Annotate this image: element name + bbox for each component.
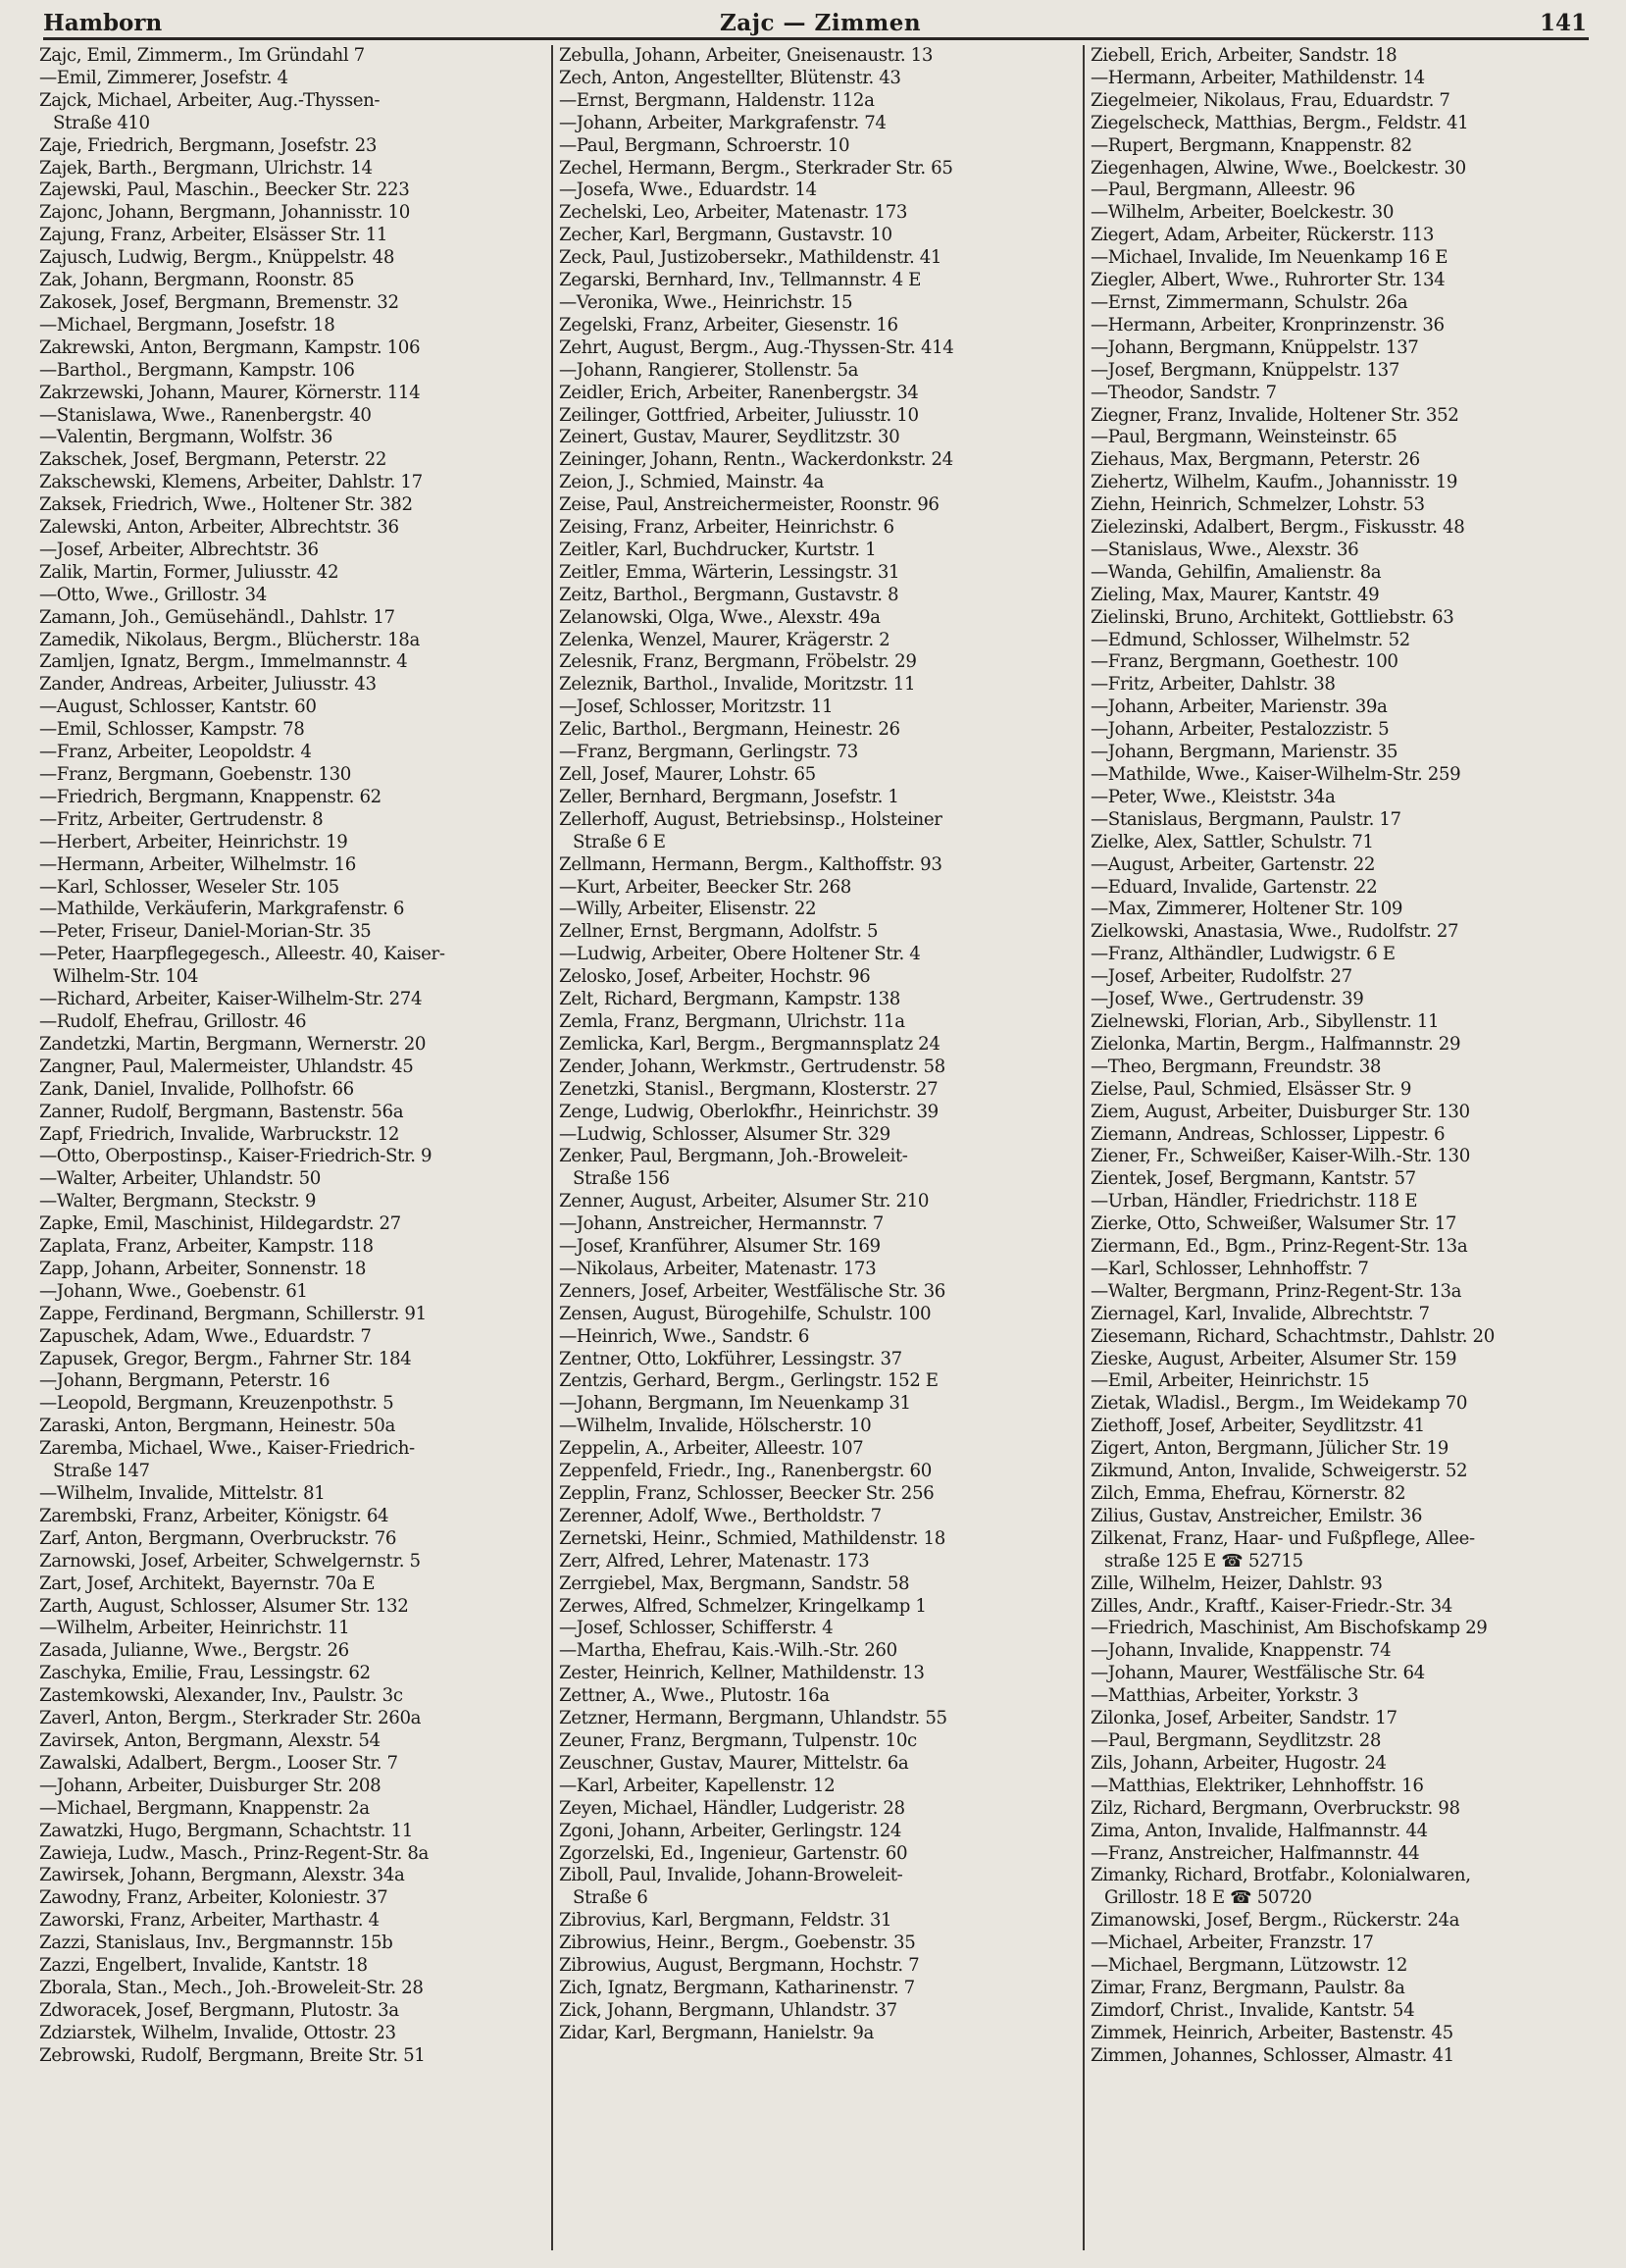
directory-entry: Zenetzki, Stanisl., Bergmann, Klosterstr. 27	[559, 1078, 939, 1100]
directory-entry: —Josef, Schlosser, Schifferstr. 4	[559, 1618, 834, 1639]
directory-entry: Zasada, Julianne, Wwe., Bergstr. 26	[39, 1640, 349, 1662]
directory-entry: Zgorzelski, Ed., Ingenieur, Gartenstr. 60	[559, 1842, 908, 1864]
directory-entry: Ziem, August, Arbeiter, Duisburger Str. 130	[1091, 1101, 1470, 1122]
directory-entry: Zapp, Johann, Arbeiter, Sonnenstr. 18	[39, 1258, 367, 1279]
directory-entry: —Josef, Wwe., Gertrudenstr. 39	[1091, 989, 1364, 1010]
directory-entry: —Wilhelm, Arbeiter, Heinrichstr. 11	[39, 1618, 350, 1639]
directory-entry: Zille, Wilhelm, Heizer, Dahlstr. 93	[1091, 1572, 1383, 1594]
directory-entry: —Edmund, Schlosser, Wilhelmstr. 52	[1091, 629, 1410, 650]
directory-entry: Zielinski, Bruno, Architekt, Gottliebstr. 63	[1091, 606, 1454, 628]
directory-entry: Zajewski, Paul, Maschin., Beecker Str. 223	[39, 180, 410, 201]
directory-entry: Zalik, Martin, Former, Juliusstr. 42	[39, 561, 339, 583]
directory-entry: Straße 147	[53, 1461, 150, 1482]
directory-entry: Ziener, Fr., Schweißer, Kaiser-Wilh.-Str. 130	[1091, 1146, 1470, 1167]
directory-entry: Zemlicka, Karl, Bergm., Bergmannsplatz 24	[559, 1033, 940, 1055]
directory-entry: Zentzis, Gerhard, Bergm., Gerlingstr. 152 E	[559, 1370, 939, 1392]
directory-entry: —Josef, Kranführer, Alsumer Str. 169	[559, 1236, 881, 1258]
directory-entry: Zaplata, Franz, Arbeiter, Kampstr. 118	[39, 1236, 374, 1258]
directory-entry: —Johann, Arbeiter, Markgrafenstr. 74	[559, 112, 887, 133]
directory-entry: —Johann, Arbeiter, Pestalozzistr. 5	[1091, 719, 1390, 741]
directory-entry: Zak, Johann, Bergmann, Roonstr. 85	[39, 270, 355, 291]
directory-entry: —Mathilde, Verkäuferin, Markgrafenstr. 6	[39, 899, 405, 920]
directory-entry: Ziesemann, Richard, Schachtmstr., Dahlstr. 20	[1091, 1325, 1495, 1347]
directory-entry: —Ernst, Zimmermann, Schulstr. 26a	[1091, 291, 1408, 313]
directory-entry: Zapf, Friedrich, Invalide, Warbruckstr. 12	[39, 1123, 400, 1145]
directory-entry: Ziehertz, Wilhelm, Kaufm., Johannisstr. 19	[1091, 472, 1458, 493]
directory-entry: Zimar, Franz, Bergmann, Paulstr. 8a	[1091, 1977, 1405, 1998]
directory-entry: Zelic, Barthol., Bergmann, Heinestr. 26	[559, 719, 900, 741]
directory-entry: Zander, Andreas, Arbeiter, Juliusstr. 43	[39, 674, 377, 696]
directory-entry: Ziegler, Albert, Wwe., Ruhrorter Str. 134	[1091, 270, 1446, 291]
directory-entry: Ziegner, Franz, Invalide, Holtener Str. 352	[1091, 404, 1459, 426]
directory-entry: —Matthias, Elektriker, Lehnhoffstr. 16	[1091, 1775, 1424, 1796]
directory-entry: —Paul, Bergmann, Seydlitzstr. 28	[1091, 1729, 1381, 1751]
directory-entry: —Peter, Haarpflegegesch., Alleestr. 40, Kaiser-	[39, 944, 445, 965]
directory-entry: —Valentin, Bergmann, Wolfstr. 36	[39, 427, 332, 448]
directory-entry: Ziegelmeier, Nikolaus, Frau, Eduardstr. 7	[1091, 89, 1450, 111]
directory-entry: Zelesnik, Franz, Bergmann, Fröbelstr. 29	[559, 651, 917, 673]
page-number: 141	[1539, 10, 1587, 36]
directory-entry: —August, Schlosser, Kantstr. 60	[39, 696, 317, 718]
directory-entry: Zielke, Alex, Sattler, Schulstr. 71	[1091, 831, 1374, 852]
directory-entry: Zich, Ignatz, Bergmann, Katharinenstr. 7	[559, 1977, 915, 1998]
directory-entry: Zakschewski, Klemens, Arbeiter, Dahlstr. 17	[39, 472, 423, 493]
directory-entry: Zeleznik, Barthol., Invalide, Moritzstr. 11	[559, 674, 916, 696]
directory-entry: —Kurt, Arbeiter, Beecker Str. 268	[559, 876, 851, 898]
directory-entry: Zenge, Ludwig, Oberlokfhr., Heinrichstr. 39	[559, 1101, 939, 1122]
directory-entry: Zajc, Emil, Zimmerm., Im Gründahl 7	[39, 45, 365, 66]
directory-entry: Zaworski, Franz, Arbeiter, Marthastr. 4	[39, 1910, 380, 1932]
directory-entry: Zawatzki, Hugo, Bergmann, Schachtstr. 11	[39, 1820, 413, 1841]
directory-entry: Wilhelm-Str. 104	[53, 966, 199, 988]
directory-entry: Ziegenhagen, Alwine, Wwe., Boelckestr. 30	[1091, 157, 1466, 179]
directory-entry: Ziebell, Erich, Arbeiter, Sandstr. 18	[1091, 45, 1397, 66]
directory-entry: Zellmann, Hermann, Bergm., Kalthoffstr. 93	[559, 853, 942, 875]
directory-entry: Zakosek, Josef, Bergmann, Bremenstr. 32	[39, 291, 399, 313]
directory-entry: —Stanislawa, Wwe., Ranenbergstr. 40	[39, 404, 372, 426]
directory-entry: Grillostr. 18 E ☎ 50720	[1104, 1887, 1312, 1909]
directory-entry: —Fritz, Arbeiter, Dahlstr. 38	[1091, 674, 1336, 696]
directory-entry: —Nikolaus, Arbeiter, Matenastr. 173	[559, 1258, 877, 1279]
directory-entry: Zeitler, Karl, Buchdrucker, Kurtstr. 1	[559, 539, 877, 560]
directory-entry: —Stanislaus, Bergmann, Paulstr. 17	[1091, 808, 1401, 830]
directory-entry: Ziemann, Andreas, Schlosser, Lippestr. 6	[1091, 1123, 1446, 1145]
directory-entry: Zima, Anton, Invalide, Halfmannstr. 44	[1091, 1820, 1428, 1841]
directory-entry: —Ludwig, Arbeiter, Obere Holtener Str. 4	[559, 944, 921, 965]
column-1	[39, 45, 549, 2250]
directory-entry: —Herbert, Arbeiter, Heinrichstr. 19	[39, 831, 348, 852]
directory-entry: Zielonka, Martin, Bergm., Halfmannstr. 29	[1091, 1033, 1461, 1055]
directory-entry: —Hermann, Arbeiter, Wilhelmstr. 16	[39, 853, 356, 875]
directory-entry: —Johann, Arbeiter, Duisburger Str. 208	[39, 1775, 381, 1796]
directory-entry: —Hermann, Arbeiter, Mathildenstr. 14	[1091, 67, 1425, 88]
directory-entry: —Paul, Bergmann, Weinsteinstr. 65	[1091, 427, 1397, 448]
directory-entry: —Franz, Althändler, Ludwigstr. 6 E	[1091, 944, 1396, 965]
column-2	[551, 45, 1065, 2250]
directory-entry: Straße 6 E	[573, 831, 666, 852]
directory-entry: —Rupert, Bergmann, Knappenstr. 82	[1091, 134, 1412, 156]
directory-entry: Zielkowski, Anastasia, Wwe., Rudolfstr. 27	[1091, 921, 1459, 943]
directory-entry: Zehrt, August, Bergm., Aug.-Thyssen-Str. 414	[559, 336, 954, 358]
directory-entry: —Johann, Arbeiter, Marienstr. 39a	[1091, 696, 1388, 718]
directory-entry: —Emil, Zimmerer, Josefstr. 4	[39, 67, 288, 88]
directory-entry: Zdworacek, Josef, Bergmann, Plutostr. 3a	[39, 1999, 399, 2021]
directory-entry: —Theo, Bergmann, Freundstr. 38	[1091, 1056, 1382, 1077]
directory-entry: Zeck, Paul, Justizobersekr., Mathildenstr. 41	[559, 247, 942, 269]
directory-entry: Zentner, Otto, Lokführer, Lessingstr. 37	[559, 1348, 902, 1369]
directory-entry: —Emil, Arbeiter, Heinrichstr. 15	[1091, 1370, 1370, 1392]
directory-entry: Zerrgiebel, Max, Bergmann, Sandstr. 58	[559, 1572, 910, 1594]
directory-entry: Zazzi, Engelbert, Invalide, Kantstr. 18	[39, 1955, 368, 1977]
directory-entry: —Hermann, Arbeiter, Kronprinzenstr. 36	[1091, 314, 1445, 335]
directory-entry: Zidar, Karl, Bergmann, Hanielstr. 9a	[559, 2022, 874, 2043]
directory-entry: —Johann, Maurer, Westfälische Str. 64	[1091, 1663, 1425, 1684]
directory-entry: —Johann, Invalide, Knappenstr. 74	[1091, 1640, 1392, 1662]
directory-entry: Zeinert, Gustav, Maurer, Seydlitzstr. 30	[559, 427, 900, 448]
directory-entry: Zerenner, Adolf, Wwe., Bertholdstr. 7	[559, 1505, 882, 1526]
directory-entry: —Franz, Arbeiter, Leopoldstr. 4	[39, 742, 312, 763]
directory-entry: —Wilhelm, Invalide, Hölscherstr. 10	[559, 1416, 872, 1437]
directory-entry: Zibrowius, August, Bergmann, Hochstr. 7	[559, 1955, 920, 1977]
directory-entry: —Franz, Bergmann, Goethestr. 100	[1091, 651, 1398, 673]
directory-entry: —Josefa, Wwe., Eduardstr. 14	[559, 180, 817, 201]
directory-entry: Zaremba, Michael, Wwe., Kaiser-Friedrich-	[39, 1438, 415, 1460]
directory-entry: —Paul, Bergmann, Schroerstr. 10	[559, 134, 850, 156]
directory-entry: Zangner, Paul, Malermeister, Uhlandstr. 45	[39, 1056, 414, 1077]
directory-entry: Zettner, A., Wwe., Plutostr. 16a	[559, 1685, 830, 1707]
directory-entry: —Ernst, Bergmann, Haldenstr. 112a	[559, 89, 875, 111]
directory-entry: Zielnewski, Florian, Arb., Sibyllenstr. 11	[1091, 1010, 1440, 1032]
directory-entry: Ziehaus, Max, Bergmann, Peterstr. 26	[1091, 449, 1420, 471]
directory-entry: Zajusch, Ludwig, Bergm., Knüppelstr. 48	[39, 247, 395, 269]
directory-entry: Ziethoff, Josef, Arbeiter, Seydlitzstr. 41	[1091, 1416, 1425, 1437]
directory-entry: —Urban, Händler, Friedrichstr. 118 E	[1091, 1191, 1418, 1212]
directory-entry: Zajek, Barth., Bergmann, Ulrichstr. 14	[39, 157, 373, 179]
directory-entry: —Martha, Ehefrau, Kais.-Wilh.-Str. 260	[559, 1640, 897, 1662]
directory-entry: Zechelski, Leo, Arbeiter, Matenastr. 173	[559, 202, 908, 224]
directory-entry: Zapuschek, Adam, Wwe., Eduardstr. 7	[39, 1325, 372, 1347]
directory-entry: Zarembski, Franz, Arbeiter, Königstr. 64	[39, 1505, 389, 1526]
directory-entry: —Karl, Schlosser, Weseler Str. 105	[39, 876, 339, 898]
header-city: Hamborn	[43, 10, 163, 36]
directory-entry: —Otto, Oberpostinsp., Kaiser-Friedrich-Str. 9	[39, 1146, 432, 1167]
directory-entry: Zappe, Ferdinand, Bergmann, Schillerstr. 91	[39, 1303, 427, 1324]
directory-entry: —Willy, Arbeiter, Elisenstr. 22	[559, 899, 817, 920]
directory-entry: Zensen, August, Bürogehilfe, Schulstr. 100	[559, 1303, 932, 1324]
page-header	[43, 8, 1589, 40]
directory-entry: Zank, Daniel, Invalide, Pollhofstr. 66	[39, 1078, 354, 1100]
directory-entry: Zerr, Alfred, Lehrer, Matenastr. 173	[559, 1550, 870, 1572]
directory-entry: Zilles, Andr., Kraftf., Kaiser-Friedr.-Str. 34	[1091, 1595, 1452, 1617]
directory-entry: —Johann, Bergmann, Im Neuenkamp 31	[559, 1393, 911, 1415]
directory-entry: —Eduard, Invalide, Gartenstr. 22	[1091, 876, 1378, 898]
directory-entry: Zierke, Otto, Schweißer, Walsumer Str. 17	[1091, 1213, 1457, 1235]
directory-entry: Zamljen, Ignatz, Bergm., Immelmannstr. 4	[39, 651, 408, 673]
column-3	[1083, 45, 1597, 2250]
directory-entry: Straße 156	[573, 1168, 670, 1190]
directory-entry: —Matthias, Arbeiter, Yorkstr. 3	[1091, 1685, 1359, 1707]
directory-entry: —Heinrich, Wwe., Sandstr. 6	[559, 1325, 810, 1347]
directory-entry: —Friedrich, Bergmann, Knappenstr. 62	[39, 786, 381, 807]
directory-entry: Zawalski, Adalbert, Bergm., Looser Str. 7	[39, 1752, 398, 1774]
directory-entry: Zilkenat, Franz, Haar- und Fußpflege, Allee-	[1091, 1527, 1475, 1549]
directory-entry: —Walter, Bergmann, Steckstr. 9	[39, 1191, 317, 1212]
directory-entry: Zieling, Max, Maurer, Kantstr. 49	[1091, 584, 1380, 605]
directory-entry: Zborala, Stan., Mech., Joh.-Broweleit-Str. 28	[39, 1977, 424, 1998]
directory-entry: Zeppelin, A., Arbeiter, Alleestr. 107	[559, 1438, 864, 1460]
directory-entry: —Veronika, Wwe., Heinrichstr. 15	[559, 291, 853, 313]
directory-entry: —Johann, Rangierer, Stollenstr. 5a	[559, 359, 859, 381]
directory-entry: Zarf, Anton, Bergmann, Overbruckstr. 76	[39, 1527, 397, 1549]
directory-entry: Zakrewski, Anton, Bergmann, Kampstr. 106	[39, 336, 421, 358]
directory-entry: —Ludwig, Schlosser, Alsumer Str. 329	[559, 1123, 890, 1145]
directory-entry: Zawodny, Franz, Arbeiter, Koloniestr. 37	[39, 1887, 388, 1909]
directory-entry: —Johann, Bergmann, Peterstr. 16	[39, 1370, 330, 1392]
directory-entry: Zalewski, Anton, Arbeiter, Albrechtstr. 36	[39, 517, 399, 539]
directory-entry: —Barthol., Bergmann, Kampstr. 106	[39, 359, 355, 381]
directory-entry: Zeilinger, Gottfried, Arbeiter, Juliusstr. 10	[559, 404, 919, 426]
directory-entry: Zajung, Franz, Arbeiter, Elsässer Str. 11	[39, 225, 388, 246]
directory-entry: Zeise, Paul, Anstreichermeister, Roonstr. 96	[559, 494, 940, 516]
directory-entry: Zaverl, Anton, Bergm., Sterkrader Str. 260a	[39, 1708, 422, 1729]
directory-entry: Zelanowski, Olga, Wwe., Alexstr. 49a	[559, 606, 881, 628]
directory-entry: —Franz, Bergmann, Goebenstr. 130	[39, 764, 351, 785]
directory-entry: —Wilhelm, Invalide, Mittelstr. 81	[39, 1483, 326, 1504]
directory-entry: Zetzner, Hermann, Bergmann, Uhlandstr. 55	[559, 1708, 947, 1729]
directory-entry: —Rudolf, Ehefrau, Grillostr. 46	[39, 1010, 307, 1032]
directory-entry: Zieske, August, Arbeiter, Alsumer Str. 159	[1091, 1348, 1457, 1369]
directory-entry: —Franz, Bergmann, Gerlingstr. 73	[559, 742, 858, 763]
directory-entry: —Walter, Bergmann, Prinz-Regent-Str. 13a	[1091, 1280, 1462, 1302]
directory-entry: Zakrzewski, Johann, Maurer, Körnerstr. 114	[39, 382, 421, 403]
directory-entry: Ziehn, Heinrich, Schmelzer, Lohstr. 53	[1091, 494, 1425, 516]
directory-entry: Ziegelscheck, Matthias, Bergm., Feldstr. 41	[1091, 112, 1469, 133]
directory-entry: Zernetski, Heinr., Schmied, Mathildenstr. 18	[559, 1527, 945, 1549]
directory-entry: Zanner, Rudolf, Bergmann, Bastenstr. 56a	[39, 1101, 404, 1122]
directory-entry: —Michael, Bergmann, Knappenstr. 2a	[39, 1797, 370, 1819]
directory-entry: Zimanowski, Josef, Bergm., Rückerstr. 24a	[1091, 1910, 1460, 1932]
directory-entry: —Theodor, Sandstr. 7	[1091, 382, 1277, 403]
directory-entry: Zapusek, Gregor, Bergm., Fahrner Str. 184	[39, 1348, 412, 1369]
directory-entry: —Karl, Schlosser, Lehnhoffstr. 7	[1091, 1258, 1369, 1279]
entry-columns	[39, 45, 1597, 2250]
directory-entry: Zigert, Anton, Bergmann, Jülicher Str. 19	[1091, 1438, 1448, 1460]
directory-entry: Zapke, Emil, Maschinist, Hildegardstr. 27	[39, 1213, 401, 1235]
directory-entry: Zikmund, Anton, Invalide, Schweigerstr. 52	[1091, 1461, 1468, 1482]
directory-entry: Ziernagel, Karl, Invalide, Albrechtstr. 7	[1091, 1303, 1430, 1324]
directory-entry: Zeidler, Erich, Arbeiter, Ranenbergstr. 34	[559, 382, 919, 403]
directory-entry: —Otto, Wwe., Grillostr. 34	[39, 584, 267, 605]
directory-entry: Zellner, Ernst, Bergmann, Adolfstr. 5	[559, 921, 879, 943]
directory-entry: Zelosko, Josef, Arbeiter, Hochstr. 96	[559, 966, 871, 988]
directory-entry: Zester, Heinrich, Kellner, Mathildenstr. 13	[559, 1663, 925, 1684]
directory-entry: —Michael, Bergmann, Lützowstr. 12	[1091, 1955, 1408, 1977]
directory-entry: —Michael, Arbeiter, Franzstr. 17	[1091, 1933, 1374, 1954]
directory-entry: Zietak, Wladisl., Bergm., Im Weidekamp 70	[1091, 1393, 1467, 1415]
directory-entry: —Mathilde, Wwe., Kaiser-Wilhelm-Str. 259	[1091, 764, 1461, 785]
directory-entry: straße 125 E ☎ 52715	[1104, 1550, 1303, 1572]
directory-entry: —Max, Zimmerer, Holtener Str. 109	[1091, 899, 1403, 920]
directory-entry: Zeuschner, Gustav, Maurer, Mittelstr. 6a	[559, 1752, 909, 1774]
directory-entry: —Johann, Bergmann, Marienstr. 35	[1091, 742, 1398, 763]
directory-entry: Zick, Johann, Bergmann, Uhlandstr. 37	[559, 1999, 897, 2021]
directory-entry: —Wilhelm, Arbeiter, Boelckestr. 30	[1091, 202, 1394, 224]
directory-entry: Ziegert, Adam, Arbeiter, Rückerstr. 113	[1091, 225, 1435, 246]
directory-entry: Zavirsek, Anton, Bergmann, Alexstr. 54	[39, 1729, 381, 1751]
directory-entry: —Josef, Schlosser, Moritzstr. 11	[559, 696, 834, 718]
directory-entry: Zils, Johann, Arbeiter, Hugostr. 24	[1091, 1752, 1387, 1774]
directory-entry: Straße 6	[573, 1887, 648, 1909]
directory-entry: Zielezinski, Adalbert, Bergm., Fiskusstr. 48	[1091, 517, 1465, 539]
directory-entry: —Stanislaus, Wwe., Alexstr. 36	[1091, 539, 1359, 560]
directory-entry: Zaje, Friedrich, Bergmann, Josefstr. 23	[39, 134, 378, 156]
directory-entry: Zemla, Franz, Bergmann, Ulrichstr. 11a	[559, 1010, 905, 1032]
directory-entry: Zellerhoff, August, Betriebsinsp., Holsteiner	[559, 808, 942, 830]
directory-entry: —Peter, Wwe., Kleiststr. 34a	[1091, 786, 1336, 807]
directory-entry: —Emil, Schlosser, Kampstr. 78	[39, 719, 305, 741]
directory-entry: Zeyen, Michael, Händler, Ludgeristr. 28	[559, 1797, 905, 1819]
directory-entry: —Paul, Bergmann, Alleestr. 96	[1091, 180, 1355, 201]
directory-entry: Zech, Anton, Angestellter, Blütenstr. 43	[559, 67, 901, 88]
directory-entry: Zeising, Franz, Arbeiter, Heinrichstr. 6	[559, 517, 894, 539]
directory-entry: Zilz, Richard, Bergmann, Overbruckstr. 98	[1091, 1797, 1460, 1819]
directory-entry: Zamann, Joh., Gemüsehändl., Dahlstr. 17	[39, 606, 395, 628]
directory-entry: Zandetzki, Martin, Bergmann, Wernerstr. 20	[39, 1033, 427, 1055]
directory-entry: —Friedrich, Maschinist, Am Bischofskamp 29	[1091, 1618, 1488, 1639]
directory-entry: —Johann, Anstreicher, Hermannstr. 7	[559, 1213, 884, 1235]
directory-entry: Zaksek, Friedrich, Wwe., Holtener Str. 382	[39, 494, 413, 516]
directory-entry: —Leopold, Bergmann, Kreuzenpothstr. 5	[39, 1393, 394, 1415]
directory-entry: Zarth, August, Schlosser, Alsumer Str. 132	[39, 1595, 409, 1617]
directory-entry: Zilius, Gustav, Anstreicher, Emilstr. 36	[1091, 1505, 1422, 1526]
directory-entry: Zaschyka, Emilie, Frau, Lessingstr. 62	[39, 1663, 371, 1684]
header-range: Zajc — Zimmen	[720, 10, 922, 36]
directory-entry: Zebrowski, Rudolf, Bergmann, Breite Str. 51	[39, 2044, 426, 2066]
directory-entry: Zilch, Emma, Ehefrau, Körnerstr. 82	[1091, 1483, 1406, 1504]
directory-entry: Zenner, August, Arbeiter, Alsumer Str. 210	[559, 1191, 930, 1212]
directory-entry: —Josef, Arbeiter, Rudolfstr. 27	[1091, 966, 1352, 988]
directory-entry: Zegarski, Bernhard, Inv., Tellmannstr. 4 E	[559, 270, 922, 291]
directory-entry: Zarnowski, Josef, Arbeiter, Schwelgernstr. 5	[39, 1550, 421, 1572]
directory-entry: Zelt, Richard, Bergmann, Kampstr. 138	[559, 989, 900, 1010]
directory-entry: Zelenka, Wenzel, Maurer, Krägerstr. 2	[559, 629, 890, 650]
directory-entry: Zilonka, Josef, Arbeiter, Sandstr. 17	[1091, 1708, 1397, 1729]
directory-entry: Ziboll, Paul, Invalide, Johann-Broweleit-	[559, 1865, 903, 1886]
directory-entry: Zeion, J., Schmied, Mainstr. 4a	[559, 472, 824, 493]
directory-entry: Zielse, Paul, Schmied, Elsässer Str. 9	[1091, 1078, 1412, 1100]
directory-entry: Zastemkowski, Alexander, Inv., Paulstr. 3c	[39, 1685, 403, 1707]
directory-entry: —Walter, Arbeiter, Uhlandstr. 50	[39, 1168, 321, 1190]
directory-entry: Zibrovius, Karl, Bergmann, Feldstr. 31	[559, 1910, 892, 1932]
directory-entry: Zawieja, Ludw., Masch., Prinz-Regent-Str. 8a	[39, 1842, 429, 1864]
directory-entry: Zeitz, Barthol., Bergmann, Gustavstr. 8	[559, 584, 899, 605]
directory-entry: Zeininger, Johann, Rentn., Wackerdonkstr. 24	[559, 449, 953, 471]
directory-entry: Zender, Johann, Werkmstr., Gertrudenstr. 58	[559, 1056, 945, 1077]
directory-entry: Ziermann, Ed., Bgm., Prinz-Regent-Str. 13a	[1091, 1236, 1468, 1258]
directory-entry: Zebulla, Johann, Arbeiter, Gneisenaustr. 13	[559, 45, 933, 66]
directory-entry: —Karl, Arbeiter, Kapellenstr. 12	[559, 1775, 836, 1796]
directory-entry: Zaraski, Anton, Bergmann, Heinestr. 50a	[39, 1416, 395, 1437]
directory-entry: Zeller, Bernhard, Bergmann, Josefstr. 1	[559, 786, 899, 807]
directory-entry: Zibrowius, Heinr., Bergm., Goebenstr. 35	[559, 1933, 916, 1954]
directory-entry: Zimanky, Richard, Brotfabr., Kolonialwaren,	[1091, 1865, 1471, 1886]
directory-entry: Zdziarstek, Wilhelm, Invalide, Ottostr. 23	[39, 2022, 396, 2043]
directory-entry: Zamedik, Nikolaus, Bergm., Blücherstr. 18a	[39, 629, 420, 650]
directory-entry: Zart, Josef, Architekt, Bayernstr. 70a E	[39, 1572, 376, 1594]
directory-entry: Zajonc, Johann, Bergmann, Johannisstr. 10	[39, 202, 410, 224]
directory-entry: Zell, Josef, Maurer, Lohstr. 65	[559, 764, 816, 785]
directory-entry: Zeuner, Franz, Bergmann, Tulpenstr. 10c	[559, 1729, 917, 1751]
directory-entry: —Fritz, Arbeiter, Gertrudenstr. 8	[39, 808, 324, 830]
directory-entry: —Johann, Wwe., Goebenstr. 61	[39, 1280, 308, 1302]
directory-entry: Zientek, Josef, Bergmann, Kantstr. 57	[1091, 1168, 1416, 1190]
directory-entry: Zegelski, Franz, Arbeiter, Giesenstr. 16	[559, 314, 898, 335]
directory-entry: Zimdorf, Christ., Invalide, Kantstr. 54	[1091, 1999, 1415, 2021]
directory-entry: —Wanda, Gehilfin, Amalienstr. 8a	[1091, 561, 1382, 583]
directory-entry: Zeppenfeld, Friedr., Ing., Ranenbergstr. 60	[559, 1461, 932, 1482]
directory-entry: Zepplin, Franz, Schlosser, Beecker Str. 256	[559, 1483, 935, 1504]
directory-entry: Zimmen, Johannes, Schlosser, Almastr. 41	[1091, 2044, 1454, 2066]
directory-entry: —August, Arbeiter, Gartenstr. 22	[1091, 853, 1376, 875]
directory-entry: —Peter, Friseur, Daniel-Morian-Str. 35	[39, 921, 372, 943]
directory-entry: Straße 410	[53, 112, 150, 133]
directory-entry: —Michael, Invalide, Im Neuenkamp 16 E	[1091, 247, 1448, 269]
directory-entry: —Josef, Bergmann, Knüppelstr. 137	[1091, 359, 1400, 381]
directory-entry: Zechel, Hermann, Bergm., Sterkrader Str. 65	[559, 157, 953, 179]
directory-entry: Zeitler, Emma, Wärterin, Lessingstr. 31	[559, 561, 900, 583]
directory-entry: Zerwes, Alfred, Schmelzer, Kringelkamp 1	[559, 1595, 927, 1617]
directory-entry: Zimmek, Heinrich, Arbeiter, Bastenstr. 45	[1091, 2022, 1453, 2043]
directory-entry: —Franz, Anstreicher, Halfmannstr. 44	[1091, 1842, 1420, 1864]
directory-entry: —Johann, Bergmann, Knüppelstr. 137	[1091, 336, 1419, 358]
directory-entry: Zgoni, Johann, Arbeiter, Gerlingstr. 124	[559, 1820, 902, 1841]
directory-entry: Zenners, Josef, Arbeiter, Westfälische Str. 36	[559, 1280, 945, 1302]
directory-entry: Zecher, Karl, Bergmann, Gustavstr. 10	[559, 225, 892, 246]
directory-entry: Zawirsek, Johann, Bergmann, Alexstr. 34a	[39, 1865, 405, 1886]
directory-entry: Zakschek, Josef, Bergmann, Peterstr. 22	[39, 449, 387, 471]
directory-entry: Zajck, Michael, Arbeiter, Aug.-Thyssen-	[39, 89, 381, 111]
directory-entry: Zenker, Paul, Bergmann, Joh.-Broweleit-	[559, 1146, 908, 1167]
directory-entry: —Josef, Arbeiter, Albrechtstr. 36	[39, 539, 319, 560]
directory-entry: —Michael, Bergmann, Josefstr. 18	[39, 314, 335, 335]
directory-entry: —Richard, Arbeiter, Kaiser-Wilhelm-Str. 274	[39, 989, 423, 1010]
directory-entry: Zazzi, Stanislaus, Inv., Bergmannstr. 15b	[39, 1933, 393, 1954]
